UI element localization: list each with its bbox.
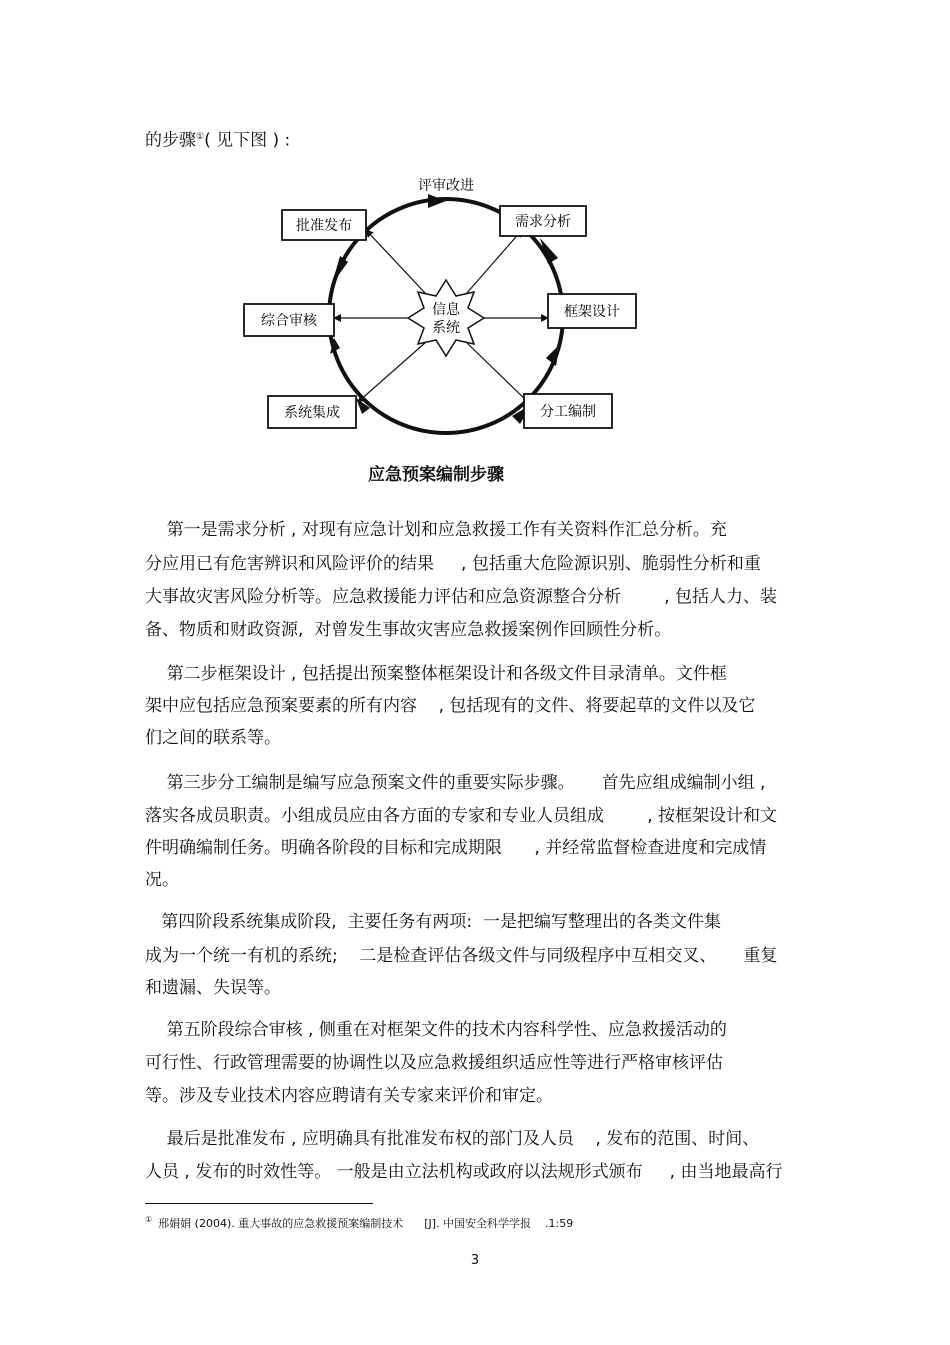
paragraph-6-line-2: 人员 , 发布的时效性等。 一般是由立法机构或政府以法规形式颁布 , 由当地最高行 xyxy=(145,1162,783,1182)
intro-line xyxy=(145,127,290,151)
footnote xyxy=(145,1215,573,1231)
intro-suffix: ( 见下图 ) : xyxy=(204,130,291,151)
center-label-1: 信息 xyxy=(432,302,460,318)
box-review xyxy=(244,304,334,336)
intro-text: 的步骤 xyxy=(145,130,196,151)
process-diagram xyxy=(236,168,656,448)
radial-arrow-division xyxy=(466,342,530,404)
label-review-improve: 评审改进 xyxy=(418,178,474,194)
paragraph-2-line-1: 第二步框架设计 , 包括提出预案整体框架设计和各级文件目录清单。文件框 xyxy=(145,664,727,684)
paragraph-1-line-1: 第一是需求分析 , 对现有应急计划和应急救援工作有关资料作汇总分析。充 xyxy=(145,520,727,540)
radial-arrow-integration xyxy=(358,342,426,402)
box-division xyxy=(524,394,612,428)
box-needs-label: 需求分析 xyxy=(515,214,571,230)
paragraph-3-line-2: 落实各成员职责。小组成员应由各方面的专家和专业人员组成 , 按框架设计和文 xyxy=(145,806,778,826)
paragraph-1-line-3: 大事故灾害风险分析等。应急救援能力评估和应急资源整合分析 , 包括人力、装 xyxy=(145,587,778,607)
center-label-2: 系统 xyxy=(432,320,460,336)
page-number: 3 xyxy=(470,1253,480,1268)
box-integration-label: 系统集成 xyxy=(284,405,340,421)
box-publish xyxy=(282,210,366,240)
box-integration xyxy=(268,396,356,428)
footnote-text: 邢娟娟 (2004). 重大事故的应急救援预案编制技术 [J]. 中国安全科学学报 .1:59 xyxy=(158,1217,574,1230)
cycle-arrow-top xyxy=(428,194,446,208)
paragraph-3-line-1: 第三步分工编制是编写应急预案文件的重要实际步骤。 首先应组成编制小组 , xyxy=(145,773,766,793)
information-system-star xyxy=(408,280,484,356)
radial-arrow-needs xyxy=(466,230,522,294)
radial-arrow-publish xyxy=(366,230,426,294)
footnote-mark: ① xyxy=(145,1215,153,1225)
paragraph-5-line-3: 等。涉及专业技术内容应聘请有关专家来评价和审定。 xyxy=(145,1086,553,1106)
paragraph-5-line-1: 第五阶段综合审核 , 侧重在对框架文件的技术内容科学性、应急救援活动的 xyxy=(145,1020,727,1040)
paragraph-4-line-2: 成为一个统一有机的系统; 二是检查评估各级文件与同级程序中互相交叉、 重复 xyxy=(145,946,778,966)
paragraph-6-line-1: 最后是批准发布 , 应明确具有批准发布权的部门及人员 , 发布的范围、时间、 xyxy=(145,1129,760,1149)
paragraph-2-line-2: 架中应包括应急预案要素的所有内容 , 包括现有的文件、将要起草的文件以及它 xyxy=(145,696,756,716)
cycle-arrow-left-upper xyxy=(332,256,348,284)
paragraph-4-line-3: 和遗漏、失误等。 xyxy=(145,978,281,998)
footnote-reference[interactable]: ① xyxy=(196,132,205,142)
paragraph-2-line-3: 们之间的联系等。 xyxy=(145,728,281,748)
box-publish-label: 批准发布 xyxy=(296,218,352,234)
paragraph-1-line-2: 分应用已有危害辨识和风险评价的结果 , 包括重大危险源识别、脆弱性分析和重 xyxy=(145,554,761,574)
paragraph-3-line-3: 件明确编制任务。明确各阶段的目标和完成期限 , 并经常监督检查进度和完成情 xyxy=(145,838,767,858)
footnote-divider xyxy=(145,1203,373,1204)
box-framework-label: 框架设计 xyxy=(564,304,620,320)
cycle-arrow-right-lower xyxy=(546,344,560,366)
paragraph-5-line-2: 可行性、行政管理需要的协调性以及应急救援组织适应性等进行严格审核评估 xyxy=(145,1053,723,1073)
paragraph-1-line-4: 备、物质和财政资源, 对曾发生事故灾害应急救援案例作回顾性分析。 xyxy=(145,620,672,640)
box-division-label: 分工编制 xyxy=(540,404,596,420)
box-needs xyxy=(500,206,586,236)
diagram-caption: 应急预案编制步骤 xyxy=(368,465,504,485)
box-review-label: 综合审核 xyxy=(261,313,317,329)
box-framework xyxy=(548,294,636,328)
paragraph-4-line-1: 第四阶段系统集成阶段, 主要任务有两项: 一是把编写整理出的各类文件集 xyxy=(145,912,721,932)
paragraph-3-line-4: 况。 xyxy=(145,870,179,890)
